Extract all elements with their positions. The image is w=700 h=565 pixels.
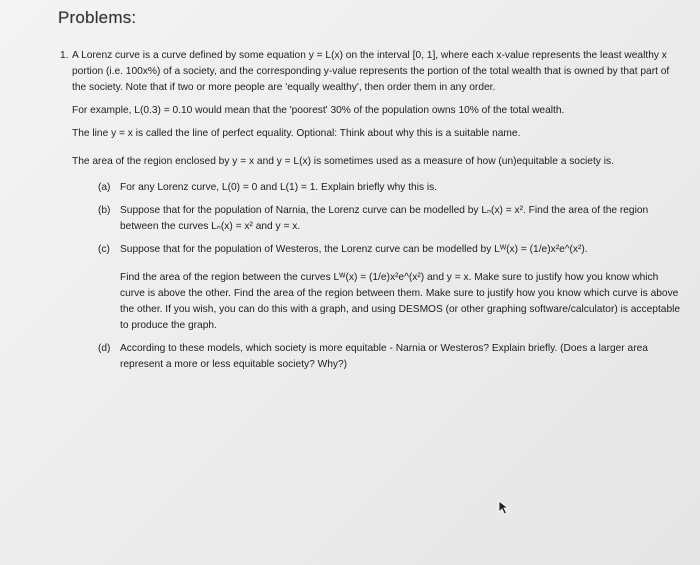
part-c [72, 242, 684, 258]
problem-example: For example, L(0.3) = 0.10 would mean that the 'poorest' 30% of the population owns 10% of the total wealth. [72, 105, 565, 116]
problem-intro: A Lorenz curve is a curve defined by some equation y = L(x) on the interval [0, 1], where each x-value represents the least wealthy x portion (i.e. 100x%) of a society, and the corresponding y-value represents the portion of the total wealth that is owned by that part of the society. Note that if two or more people are 'equally wealthy', then order them in any order. [72, 50, 670, 93]
part-d-label: (d) [98, 343, 111, 354]
part-a-label: (a) [98, 182, 111, 193]
part-c-text: Suppose that for the population of Westeros, the Lorenz curve can be modelled by Lᵂ(x) = (1/e)x²e^(x²). [120, 244, 588, 255]
problem-body [60, 48, 684, 373]
part-d-text: According to these models, which society is more equitable - Narnia or Westeros? Explain briefly. (Does a larger area represent a more or less equitable society? Why?) [120, 343, 648, 370]
page-title: Problems: [58, 8, 137, 27]
part-b-text: Suppose that for the population of Narnia, the Lorenz curve can be modelled by Lₙ(x) = x². Find the area of the region between the curves Lₙ(x) = x² and y = x. [120, 205, 649, 232]
part-c-continued-text: Find the area of the region between the curves Lᵂ(x) = (1/e)x²e^(x²) and y = x. Make sure to justify how you know which curve is above the other. Find the area of the region between them. Make sure to justify how you know which curve is above the other. If you wish, you can do this with a graph, and using DESMOS (or other graphing software/calculator) is acceptable to produce the graph. [120, 272, 681, 331]
part-c-label: (c) [98, 244, 110, 255]
problem-number: 1. [60, 50, 69, 61]
perfect-equality-note: The line y = x is called the line of perfect equality. Optional: Think about why this is a suitable name. [72, 128, 521, 139]
part-d [72, 341, 684, 373]
area-measure-note: The area of the region enclosed by y = x and y = L(x) is sometimes used as a measure of how (un)equitable a society is. [72, 156, 614, 167]
part-c-continued [72, 270, 684, 334]
part-b [72, 203, 684, 235]
part-a [72, 180, 684, 196]
part-b-label: (b) [98, 205, 111, 216]
part-a-text: For any Lorenz curve, L(0) = 0 and L(1) = 1. Explain briefly why this is. [120, 182, 438, 193]
